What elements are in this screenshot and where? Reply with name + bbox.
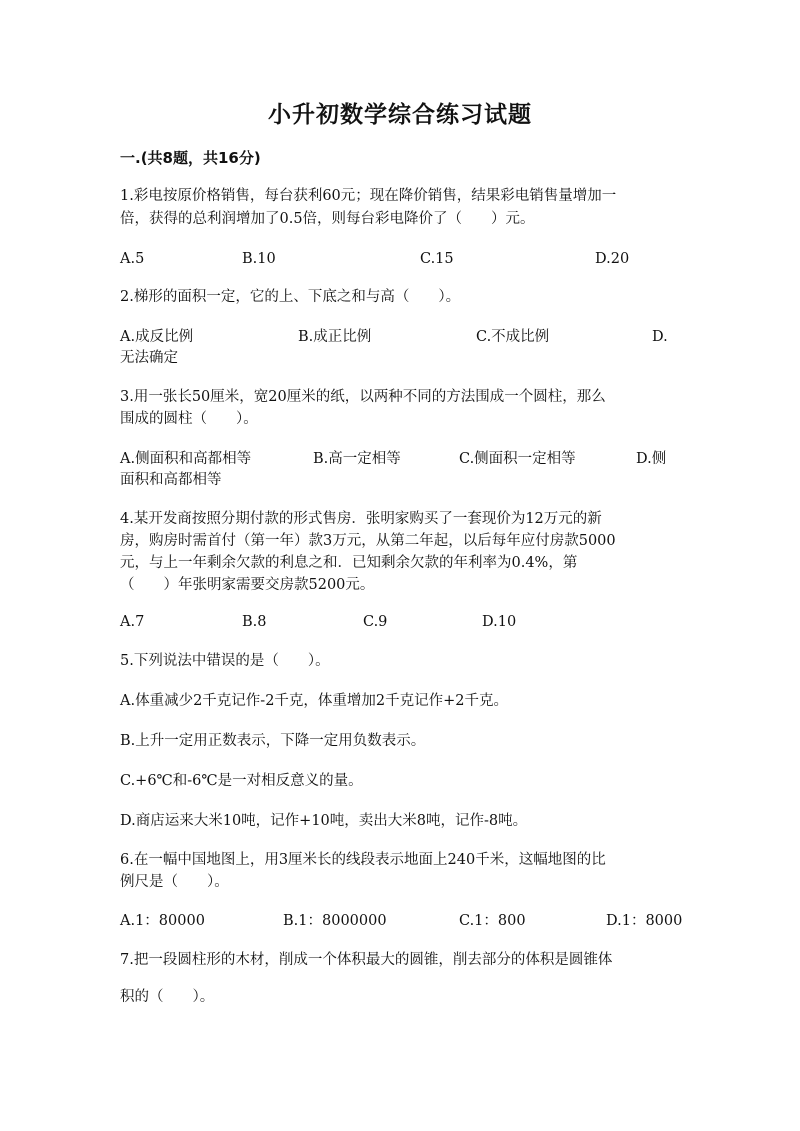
question-3-option-c: C.侧面积一定相等 bbox=[459, 451, 576, 467]
question-4-option-a: A.7 bbox=[120, 614, 145, 630]
question-3-option-d-text: 面积和高都相等 bbox=[120, 472, 222, 488]
question-2-option-d: D. bbox=[652, 329, 668, 345]
question-2-option-d-text: 无法确定 bbox=[120, 350, 178, 366]
question-4-line-1: 4.某开发商按照分期付款的形式售房．张明家购买了一套现价为12万元的新 bbox=[120, 511, 602, 527]
question-6-line-2: 例尺是（ ）。 bbox=[120, 874, 229, 890]
question-4-line-2: 房，购房时需首付（第一年）款3万元，从第二年起，以后每年应付房款5000 bbox=[120, 533, 616, 549]
question-2-option-b: B.成正比例 bbox=[298, 329, 372, 345]
question-6-line-1: 6.在一幅中国地图上，用3厘米长的线段表示地面上240千米，这幅地图的比 bbox=[120, 852, 606, 868]
question-6-option-b: B.1：8000000 bbox=[283, 913, 387, 929]
page-title: 小升初数学综合练习试题 bbox=[268, 102, 532, 128]
section-heading: 一.(共8题，共16分) bbox=[120, 149, 261, 167]
question-4-line-4: （ ）年张明家需要交房款5200元。 bbox=[120, 577, 375, 593]
question-2-option-a: A.成反比例 bbox=[120, 329, 194, 345]
question-3-option-d: D.侧 bbox=[636, 451, 667, 467]
question-7-line-2: 积的（ ）。 bbox=[120, 989, 215, 1005]
question-1-line-2: 倍，获得的总利润增加了0.5倍，则每台彩电降价了（ ）元。 bbox=[120, 211, 535, 227]
question-2-option-c: C.不成比例 bbox=[476, 329, 550, 345]
question-5-line-1: 5.下列说法中错误的是（ ）。 bbox=[120, 653, 330, 669]
question-2-line-1: 2.梯形的面积一定，它的上、下底之和与高（ ）。 bbox=[120, 289, 461, 305]
question-4-option-d: D.10 bbox=[482, 614, 517, 630]
question-3-line-1: 3.用一张长50厘米，宽20厘米的纸，以两种不同的方法围成一个圆柱，那么 bbox=[120, 389, 606, 405]
question-1-option-a: A.5 bbox=[120, 251, 145, 267]
question-1-option-d: D.20 bbox=[595, 251, 630, 267]
question-4-option-b: B.8 bbox=[242, 614, 267, 630]
question-4-option-c: C.9 bbox=[363, 614, 388, 630]
question-4-line-3: 元，与上一年剩余欠款的利息之和．已知剩余欠款的年利率为0.4%，第 bbox=[120, 555, 578, 571]
question-5-option-d: D.商店运来大米10吨，记作+10吨，卖出大米8吨，记作-8吨。 bbox=[120, 813, 528, 829]
question-6-option-d: D.1：8000 bbox=[606, 913, 683, 929]
question-3-option-a: A.侧面积和高都相等 bbox=[120, 451, 252, 467]
question-1-line-1: 1.彩电按原价格销售，每台获利60元；现在降价销售，结果彩电销售量增加一 bbox=[120, 188, 617, 204]
question-5-option-b: B.上升一定用正数表示，下降一定用负数表示。 bbox=[120, 733, 426, 749]
question-6-option-c: C.1：800 bbox=[459, 913, 526, 929]
question-7-line-1: 7.把一段圆柱形的木材，削成一个体积最大的圆锥，削去部分的体积是圆锥体 bbox=[120, 952, 613, 968]
question-3-option-b: B.高一定相等 bbox=[313, 451, 401, 467]
question-5-option-a: A.体重减少2千克记作-2千克，体重增加2千克记作+2千克。 bbox=[120, 693, 509, 709]
question-1-option-c: C.15 bbox=[420, 251, 454, 267]
question-3-line-2: 围成的圆柱（ ）。 bbox=[120, 411, 258, 427]
question-6-option-a: A.1：80000 bbox=[120, 913, 205, 929]
question-1-option-b: B.10 bbox=[242, 251, 276, 267]
question-5-option-c: C.+6℃和-6℃是一对相反意义的量。 bbox=[120, 773, 363, 789]
